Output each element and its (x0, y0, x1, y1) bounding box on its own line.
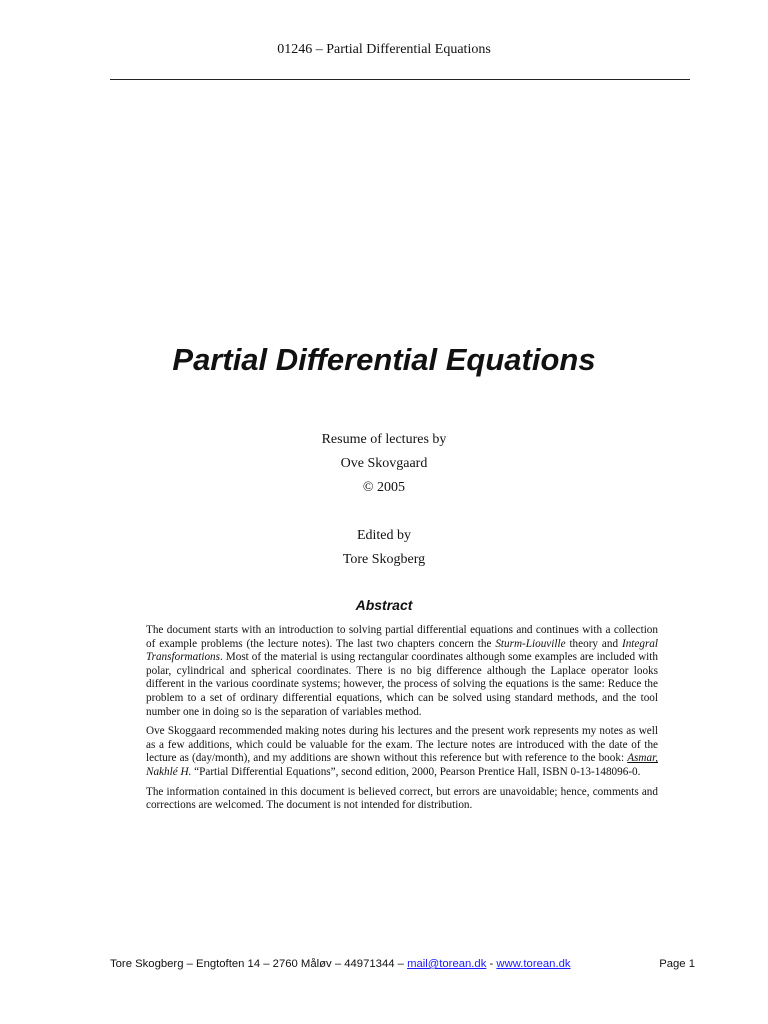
abstract-p2-text-a: Ove Skoggaard recommended making notes during his lectures and the present work represents my notes as well as a few additions, which could be valuable for the exam. The lecture notes are introduced with the date of the lecture as (day/month), and my additions are shown without this reference but with reference to the book: (146, 725, 658, 765)
page-footer (110, 958, 695, 970)
page-number: Page 1 (659, 958, 695, 970)
footer-separator: - (486, 958, 497, 970)
email-link[interactable]: mail@torean.dk (407, 958, 487, 970)
abstract-paragraph-3: The information contained in this document is believed correct, but errors are unavoidable; hence, comments and corrections are welcomed. The document is not intended for distribution. (146, 785, 658, 812)
abstract-body (146, 624, 658, 819)
author-credits (0, 428, 768, 500)
abstract-p2-text-b: “Partial Differential Equations”, second edition, 2000, Pearson Prentice Hall, ISBN 0-13-148096-0. (191, 765, 641, 778)
running-header: 01246 – Partial Differential Equations (277, 42, 491, 57)
editor-credits (0, 524, 768, 572)
footer-address: Tore Skogberg – Engtoften 14 – 2760 Måløv – 44971344 – (110, 958, 408, 970)
edited-by-line: Edited by (356, 528, 412, 543)
abstract-paragraph-1 (146, 624, 658, 719)
document-title: Partial Differential Equations (172, 342, 596, 377)
header-divider (110, 79, 690, 80)
lecturer-name: Ove Skovgaard (340, 456, 428, 471)
abstract-p1-text-a: The document starts with an introduction to solving partial differential equations and continues with a collection of example problems (the lecture notes). The last two chapters concern the (146, 624, 658, 650)
abstract-p1-text-c: . Most of the material is using rectangular coordinates although some examples are included with polar, cylindrical and spherical coordinates. There is no big difference although the Laplace operator looks different in the various coordinate systems; however, the process of solving the equations is the same: Reduce the problem to a set of ordinary differential equations, which can be solved using standard methods, and the tool number one in doing so is the separation of variables method. (146, 651, 658, 718)
editor-name: Tore Skogberg (342, 552, 426, 567)
abstract-p1-text-b: theory and (565, 637, 622, 650)
abstract-heading: Abstract (355, 597, 413, 613)
book-author-surname: Asmar, (627, 752, 658, 765)
sturm-liouville-term: Sturm-Liouville (495, 637, 566, 650)
abstract-paragraph-2 (146, 725, 658, 779)
integral-transformations-term: Integral Transformations (146, 637, 659, 664)
book-author-given-name: Nakhlé H. (146, 765, 192, 778)
copyright-line: © 2005 (362, 480, 406, 495)
website-link[interactable]: www.torean.dk (496, 958, 571, 970)
resume-line: Resume of lectures by (321, 432, 447, 447)
